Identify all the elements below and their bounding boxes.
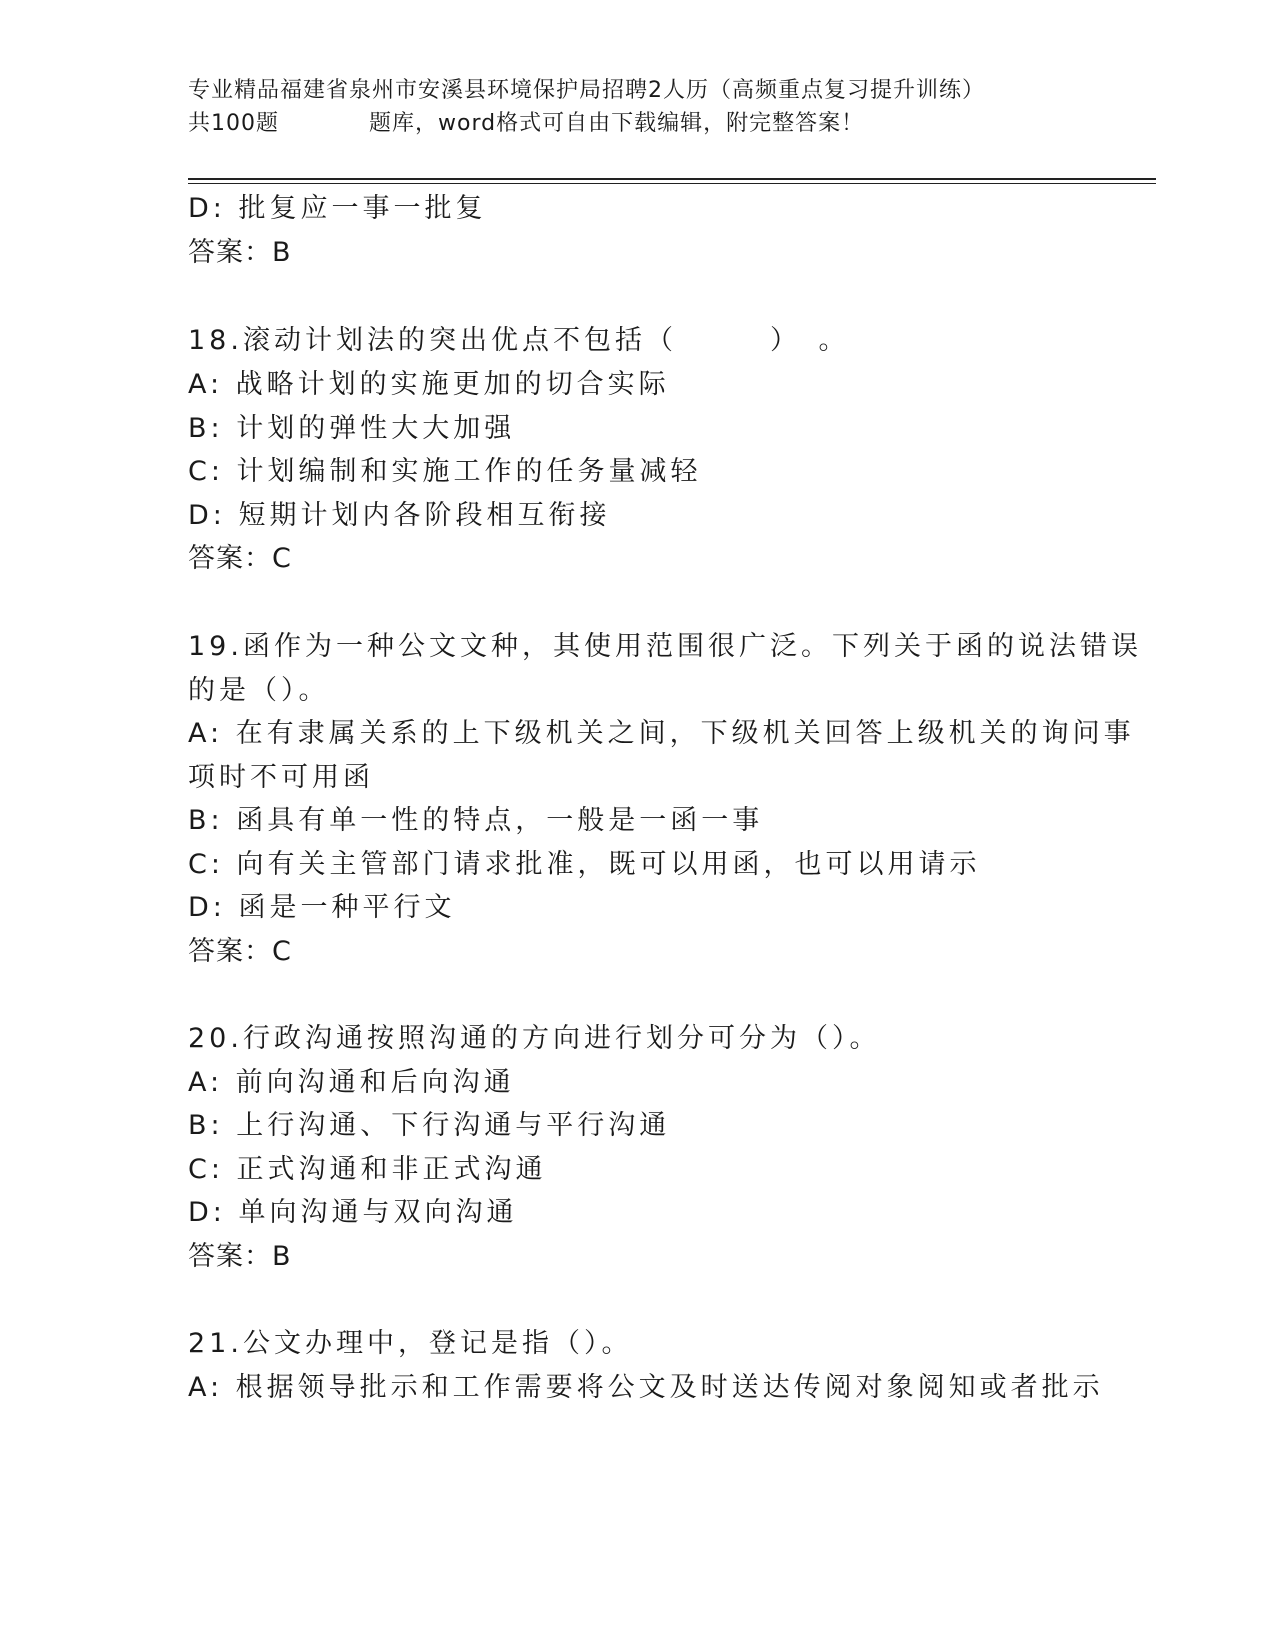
q20-option-d: D: 单向沟通与双向沟通 xyxy=(188,1197,518,1228)
header-divider-thin xyxy=(188,183,1156,184)
q19-option-d: D: 函是一种平行文 xyxy=(188,892,456,923)
page-header xyxy=(188,74,1088,140)
header-divider-thick xyxy=(188,178,1156,180)
header-question-count: 共100题 xyxy=(188,111,279,136)
q19-stem-line2: 的是（）。 xyxy=(188,675,330,706)
q20-option-c: C: 正式沟通和非正式沟通 xyxy=(188,1154,547,1185)
q19-answer: 答案：C xyxy=(188,936,292,967)
q20-answer: 答案：B xyxy=(188,1241,292,1272)
q18-answer: 答案：C xyxy=(188,543,292,574)
q21-option-a: A: 根据领导批示和工作需要将公文及时送达传阅对象阅知或者批示 xyxy=(188,1372,1104,1403)
q17-option-d: D: 批复应一事一批复 xyxy=(188,193,487,224)
q18-option-d: D: 短期计划内各阶段相互衔接 xyxy=(188,500,611,531)
q19-option-a-line1: A: 在有隶属关系的上下级机关之间，下级机关回答上级机关的询问事 xyxy=(188,718,1135,749)
q18-option-b: B: 计划的弹性大大加强 xyxy=(188,413,516,444)
header-title-line2 xyxy=(188,107,1088,140)
q18-stem: 18.滚动计划法的突出优点不包括（ ） 。 xyxy=(188,325,850,356)
q18-option-a: A: 战略计划的实施更加的切合实际 xyxy=(188,369,670,400)
header-description: 题库，word格式可自由下载编辑，附完整答案！ xyxy=(369,111,865,136)
q20-option-b: B: 上行沟通、下行沟通与平行沟通 xyxy=(188,1110,671,1141)
q20-stem: 20.行政沟通按照沟通的方向进行划分可分为（）。 xyxy=(188,1023,881,1054)
q19-option-c: C: 向有关主管部门请求批准，既可以用函，也可以用请示 xyxy=(188,849,981,880)
q18-option-c: C: 计划编制和实施工作的任务量减轻 xyxy=(188,456,702,487)
q19-stem-line1: 19.函作为一种公文文种，其使用范围很广泛。下列关于函的说法错误 xyxy=(188,631,1142,662)
q19-option-a-line2: 项时不可用函 xyxy=(188,762,374,793)
q21-stem: 21.公文办理中，登记是指（）。 xyxy=(188,1328,633,1359)
q17-answer: 答案：B xyxy=(188,237,292,268)
q19-option-b: B: 函具有单一性的特点，一般是一函一事 xyxy=(188,805,764,836)
header-title-line1: 专业精品福建省泉州市安溪县环境保护局招聘2人历（高频重点复习提升训练） xyxy=(188,78,985,103)
q20-option-a: A: 前向沟通和后向沟通 xyxy=(188,1067,515,1098)
